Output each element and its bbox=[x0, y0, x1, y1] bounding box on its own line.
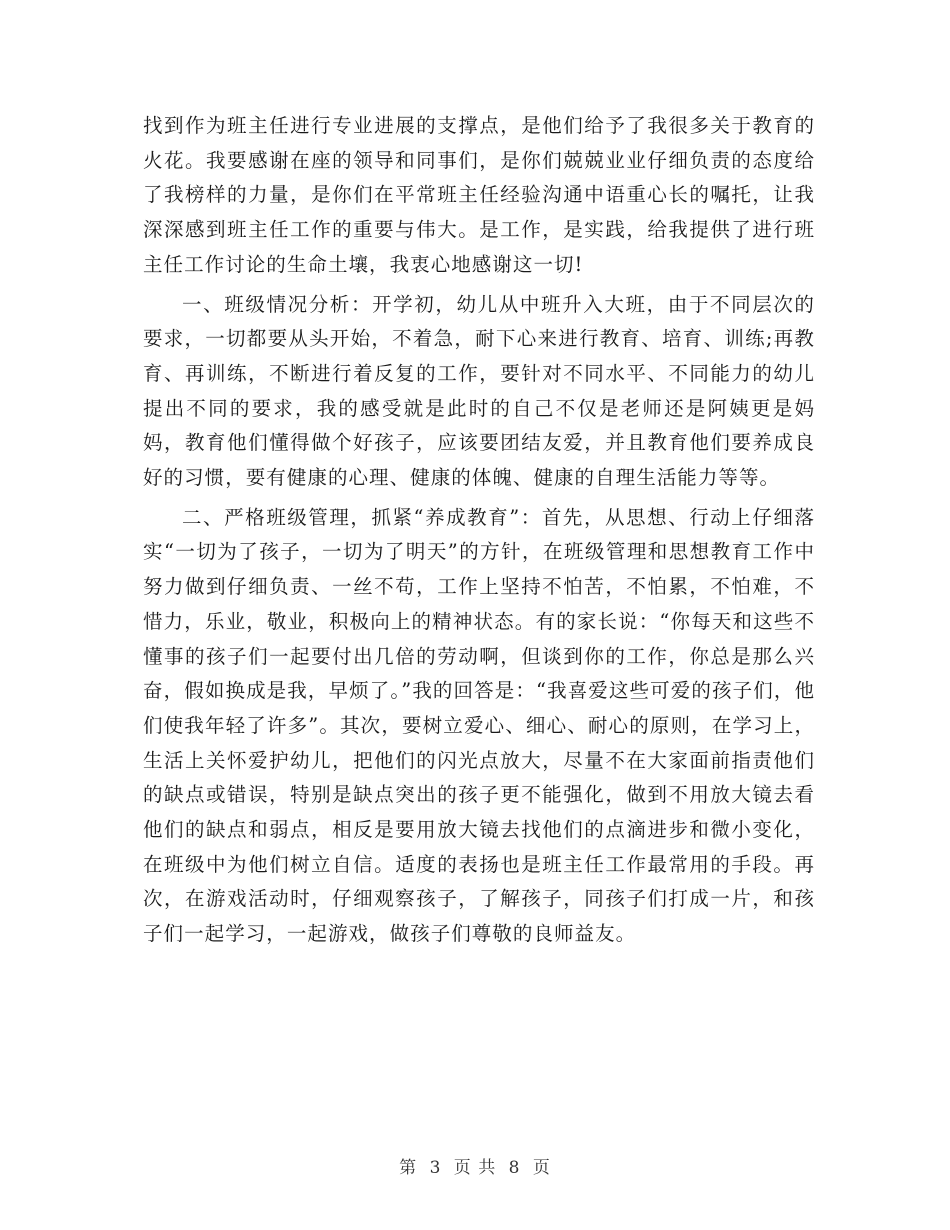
footer-total-pages: 8 bbox=[508, 1158, 521, 1178]
footer-middle: 页 共 bbox=[453, 1158, 497, 1178]
footer-prefix: 第 bbox=[399, 1158, 418, 1178]
paragraph-class-situation-analysis: 一、班级情况分析：开学初，幼儿从中班升入大班，由于不同层次的要求，一切都要从头开始，不着急，耐下心来进行教育、培育、训练;再教育、再训练，不断进行着反复的工作，要针对不同水平、不同能力的幼儿提出不同的要求，我的感受就是此时的自己不仅是老师还是阿姨更是妈妈，教育他们懂得做个好孩子，应该要团结友爱，并且教育他们要养成良好的习惯，要有健康的心理、健康的体魄、健康的自理生活能力等等。 bbox=[143, 292, 815, 490]
footer-current-page: 3 bbox=[429, 1158, 442, 1178]
page-footer bbox=[0, 1153, 950, 1178]
paragraph-class-management: 二、严格班级管理，抓紧“养成教育”：首先，从思想、行动上仔细落实“一切为了孩子，一切为了明天”的方针，在班级管理和思想教育工作中努力做到仔细负责、一丝不苟，工作上坚持不怕苦，不怕累，不怕难，不惜力，乐业，敬业，积极向上的精神状态。有的家长说：“你每天和这些不懂事的孩子们一起要付出几倍的劳动啊，但谈到你的工作，你总是那么兴奋，假如换成是我，早烦了。”我的回答是：“我喜爱这些可爱的孩子们，他们使我年轻了许多”。其次，要树立爱心、细心、耐心的原则，在学习上，生活上关怀爱护幼儿，把他们的闪光点放大，尽量不在大家面前指责他们的缺点或错误，特别是缺点突出的孩子更不能强化，做到不用放大镜去看他们的缺点和弱点，相反是要用放大镜去找他们的点滴进步和微小变化，在班级中为他们树立自信。适度的表扬也是班主任工作最常用的手段。再次，在游戏活动时，仔细观察孩子，了解孩子，同孩子们打成一片，和孩子们一起学习，一起游戏，做孩子们尊敬的良师益友。 bbox=[143, 505, 815, 946]
footer-suffix: 页 bbox=[532, 1158, 551, 1178]
page-body bbox=[143, 109, 815, 952]
paragraph-intro-continuation: 找到作为班主任进行专业进展的支撑点，是他们给予了我很多关于教育的火花。我要感谢在座的领导和同事们，是你们兢兢业业仔细负责的态度给了我榜样的力量，是你们在平常班主任经验沟通中语重心长的嘱托，让我深深感到班主任工作的重要与伟大。是工作，是实践，给我提供了进行班主任工作讨论的生命土壤，我衷心地感谢这一切! bbox=[143, 114, 815, 276]
